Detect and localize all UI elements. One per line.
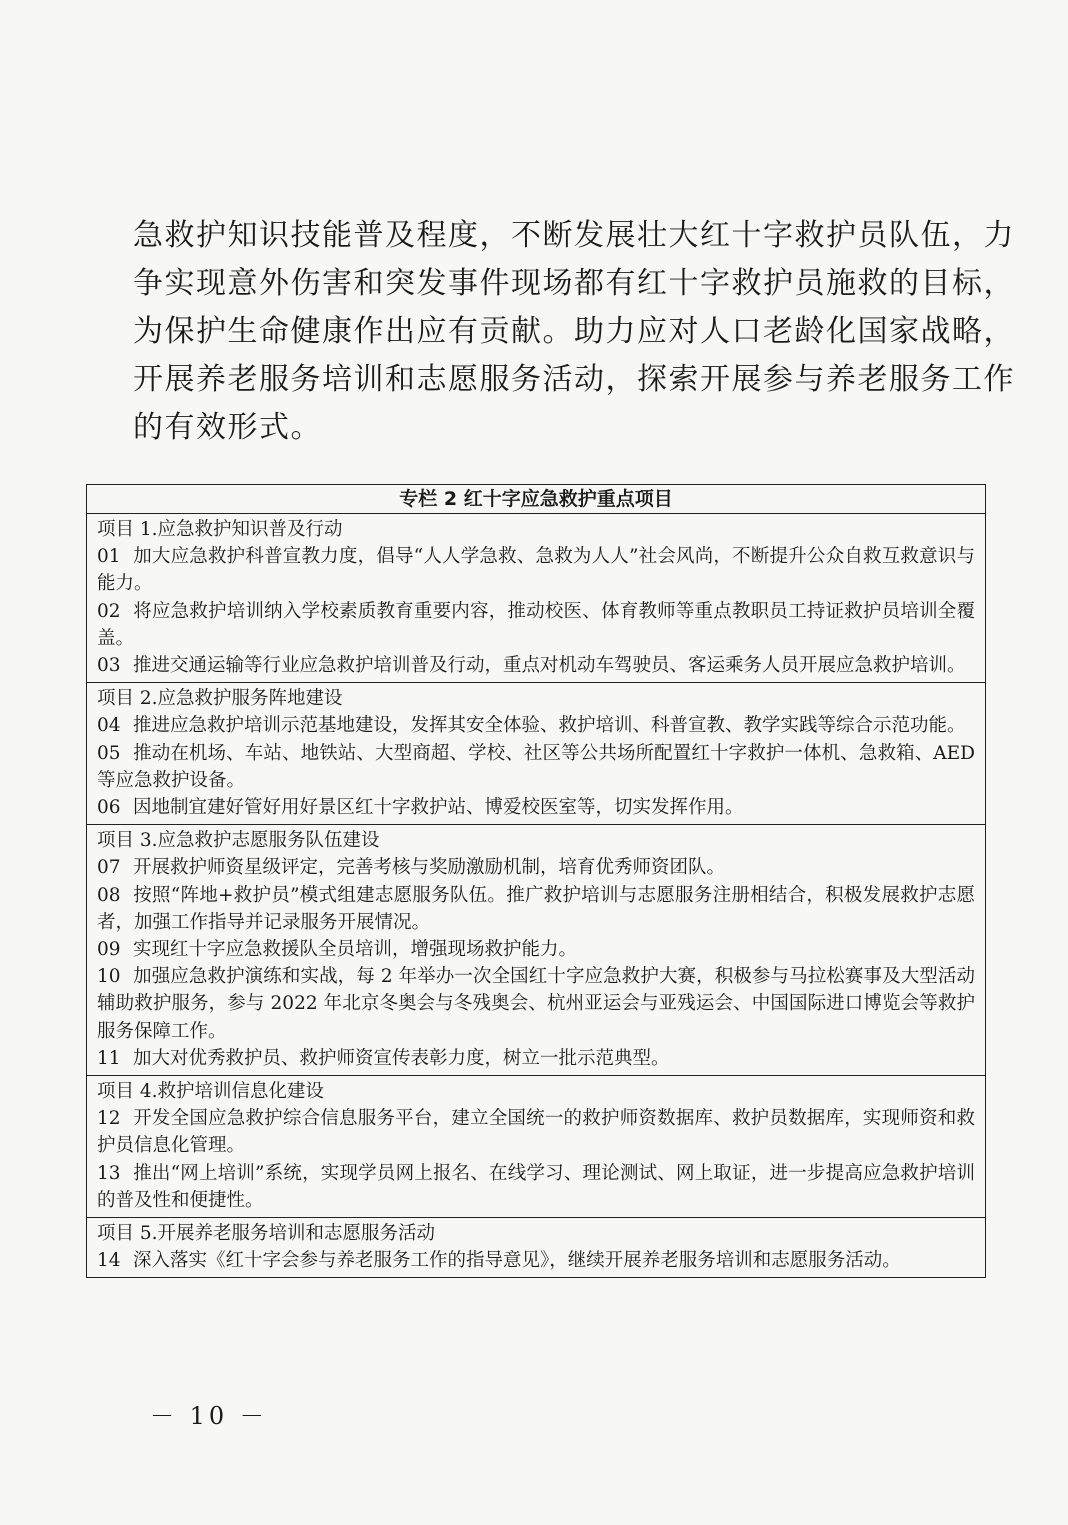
- item-number: 12: [97, 1108, 121, 1130]
- item-number: 03: [97, 655, 121, 677]
- key-projects-table: [86, 484, 986, 1278]
- item-number: 05: [97, 742, 121, 764]
- intro-line: 争实现意外伤害和突发事件现场都有红十字救护员施救的目标，: [133, 266, 1015, 301]
- item-number: 07: [97, 857, 121, 879]
- item-number: 11: [97, 1047, 121, 1069]
- section-title: 项目 4.救护培训信息化建设: [97, 1081, 325, 1103]
- item-number: 14: [97, 1250, 121, 1272]
- item-number: 13: [97, 1162, 121, 1184]
- project-item: [97, 712, 975, 739]
- table-title: 专栏 2 红十字应急救护重点项目: [87, 485, 985, 514]
- page-number: － 10 －: [150, 1402, 268, 1430]
- project-item: [97, 1045, 975, 1072]
- project-section-1: [87, 514, 985, 683]
- intro-line: 急救护知识技能普及程度，不断发展壮大红十字救护员队伍，力: [133, 218, 1015, 253]
- item-number: 06: [97, 797, 121, 819]
- project-item: [97, 652, 975, 679]
- intro-line: 为保护生命健康作出应有贡献。助力应对人口老龄化国家战略，: [133, 314, 1015, 349]
- item-text: 推进应急救护培训示范基地建设，发挥其安全体验、救护培训、科普宣教、教学实践等综合示范功能。: [133, 715, 966, 737]
- item-text: 按照“阵地+救护员”模式组建志愿服务队伍。推广救护培训与志愿服务注册相结合，积极发展救护志愿者，加强工作指导并记录服务开展情况。: [97, 884, 975, 933]
- item-text: 推出“网上培训”系统，实现学员网上报名、在线学习、理论测试、网上取证，进一步提高应急救护培训的普及性和便捷性。: [97, 1162, 975, 1211]
- project-item: [97, 1247, 975, 1274]
- item-text: 加强应急救护演练和实战，每 2 年举办一次全国红十字应急救护大赛，积极参与马拉松赛事及大型活动辅助救护服务，参与 2022 年北京冬奥会与冬残奥会、杭州亚运会与亚残运会、中国国际进口博览会等救护服务保障工作。: [97, 966, 975, 1042]
- project-item: [97, 794, 975, 821]
- intro-line: 开展养老服务培训和志愿服务活动，探索开展参与养老服务工作: [133, 362, 1015, 397]
- item-number: 08: [97, 884, 121, 906]
- project-item: [97, 882, 975, 936]
- item-number: 10: [97, 966, 121, 988]
- item-text: 推进交通运输等行业应急救护培训普及行动，重点对机动车驾驶员、客运乘务人员开展应急救护培训。: [133, 655, 966, 677]
- project-item: [97, 963, 975, 1045]
- project-item: [97, 740, 975, 794]
- section-title: 项目 5.开展养老服务培训和志愿服务活动: [97, 1223, 436, 1245]
- item-text: 因地制宜建好管好用好景区红十字救护站、博爱校医室等，切实发挥作用。: [133, 797, 744, 819]
- project-section-3: [87, 825, 985, 1076]
- item-text: 开展救护师资星级评定，完善考核与奖励激励机制，培育优秀师资团队。: [133, 857, 726, 879]
- section-title: 项目 3.应急救护志愿服务队伍建设: [97, 830, 380, 852]
- project-section-5: [87, 1218, 985, 1277]
- project-item: [97, 598, 975, 652]
- item-text: 将应急救护培训纳入学校素质教育重要内容，推动校医、体育教师等重点教职员工持证救护员培训全覆盖。: [97, 600, 975, 649]
- item-number: 01: [97, 546, 121, 568]
- project-section-2: [87, 683, 985, 825]
- item-number: 04: [97, 715, 121, 737]
- item-number: 09: [97, 939, 121, 961]
- project-item: [97, 936, 975, 963]
- item-text: 开发全国应急救护综合信息服务平台，建立全国统一的救护师资数据库、救护员数据库，实现师资和救护员信息化管理。: [97, 1108, 975, 1157]
- project-item: [97, 1105, 975, 1159]
- item-text: 推动在机场、车站、地铁站、大型商超、学校、社区等公共场所配置红十字救护一体机、急救箱、AED 等应急救护设备。: [97, 742, 975, 791]
- item-text: 加大对优秀救护员、救护师资宣传表彰力度，树立一批示范典型。: [133, 1047, 670, 1069]
- item-text: 加大应急救护科普宣教力度，倡导“人人学急救、急救为人人”社会风尚，不断提升公众自救互救意识与能力。: [97, 546, 975, 595]
- item-text: 实现红十字应急救援队全员培训，增强现场救护能力。: [133, 939, 578, 961]
- item-text: 深入落实《红十字会参与养老服务工作的指导意见》，继续开展养老服务培训和志愿服务活动。: [133, 1250, 901, 1272]
- intro-line: 的有效形式。: [133, 410, 322, 445]
- item-number: 02: [97, 600, 121, 622]
- project-section-4: [87, 1076, 985, 1218]
- section-title: 项目 2.应急救护服务阵地建设: [97, 688, 343, 710]
- project-item: [97, 854, 975, 881]
- section-title: 项目 1.应急救护知识普及行动: [97, 519, 343, 540]
- project-item: [97, 1160, 975, 1214]
- intro-paragraph: [133, 212, 1015, 452]
- project-item: [97, 543, 975, 597]
